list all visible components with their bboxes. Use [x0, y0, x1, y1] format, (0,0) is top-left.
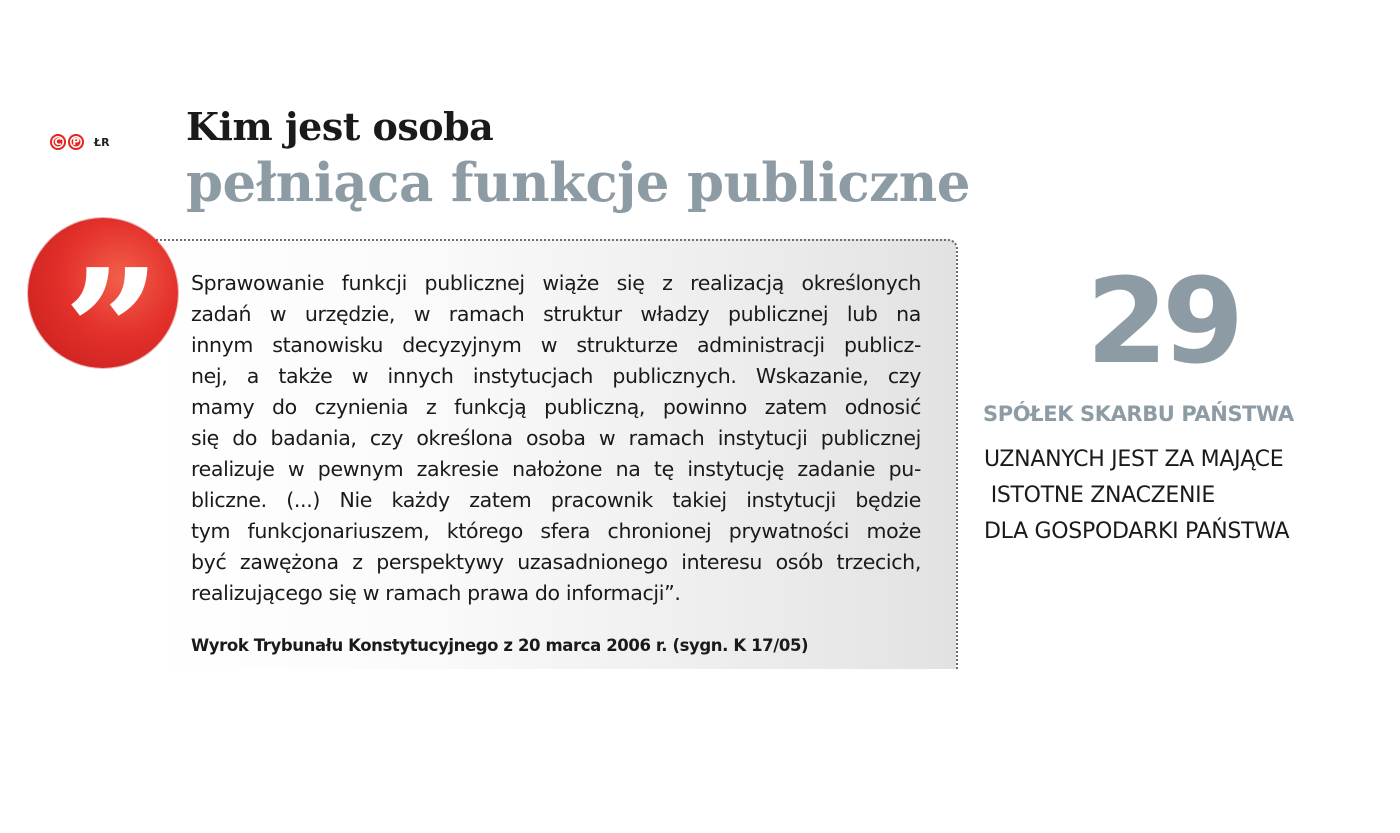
quote-source: Wyrok Trybunału Konstytucyjnego z 20 marca 2006 r. (sygn. K 17/05): [191, 636, 809, 655]
quote-line: zadań w urzędzie, w ramach struktur władzy publicznej lub na: [191, 302, 921, 326]
headline-line-2: pełniąca funkcje publiczne: [186, 152, 970, 214]
quote-line: realizującego się w ramach prawa do informacji”.: [191, 581, 681, 605]
stat-desc-line: DLA GOSPODARKI PAŃSTWA: [984, 519, 1290, 544]
author-initials: ŁR: [94, 135, 110, 149]
stat-desc-line: UZNANYCH JEST ZA MAJĄCE: [984, 447, 1284, 472]
quotation-mark-icon: ”: [63, 232, 147, 432]
stat-description: [984, 442, 1289, 550]
quote-line: nej, a także w innych instytucjach publicznych. Wskazanie, czy: [191, 364, 921, 388]
quote-line: realizuje w pewnym zakresie nałożone na tę instytucję zadanie pu-: [191, 457, 921, 481]
quote-line: być zawężona z perspektywy uzasadnionego interesu osób trzecich,: [191, 550, 921, 574]
quote-line: mamy do czynienia z funkcją publiczną, powinno zatem odnosić: [191, 395, 921, 419]
quote-text: [191, 268, 921, 609]
quote-line: tym funkcjonariuszem, którego sfera chronionej prywatności może: [191, 519, 921, 543]
quote-badge: [28, 218, 178, 432]
headline-line-1: Kim jest osoba: [186, 104, 494, 149]
quote-line: bliczne. (...) Nie każdy zatem pracownik takiej instytucji będzie: [191, 488, 921, 512]
stat-label: SPÓŁEK SKARBU PAŃSTWA: [983, 402, 1294, 426]
publisher-logo: [50, 134, 110, 150]
stat-desc-line: ISTOTNE ZNACZENIE: [984, 483, 1215, 508]
quote-line: innym stanowisku decyzyjnym w strukturze administracji publicz-: [191, 333, 921, 357]
quote-line: się do badania, czy określona osoba w ramach instytucji publicznej: [191, 426, 921, 450]
quote-line: Sprawowanie funkcji publicznej wiąże się z realizacją określonych: [191, 271, 921, 295]
logo-letter-p: P: [68, 134, 84, 150]
stat-number: 29: [1086, 252, 1239, 390]
logo-letter-c: C: [50, 134, 66, 150]
